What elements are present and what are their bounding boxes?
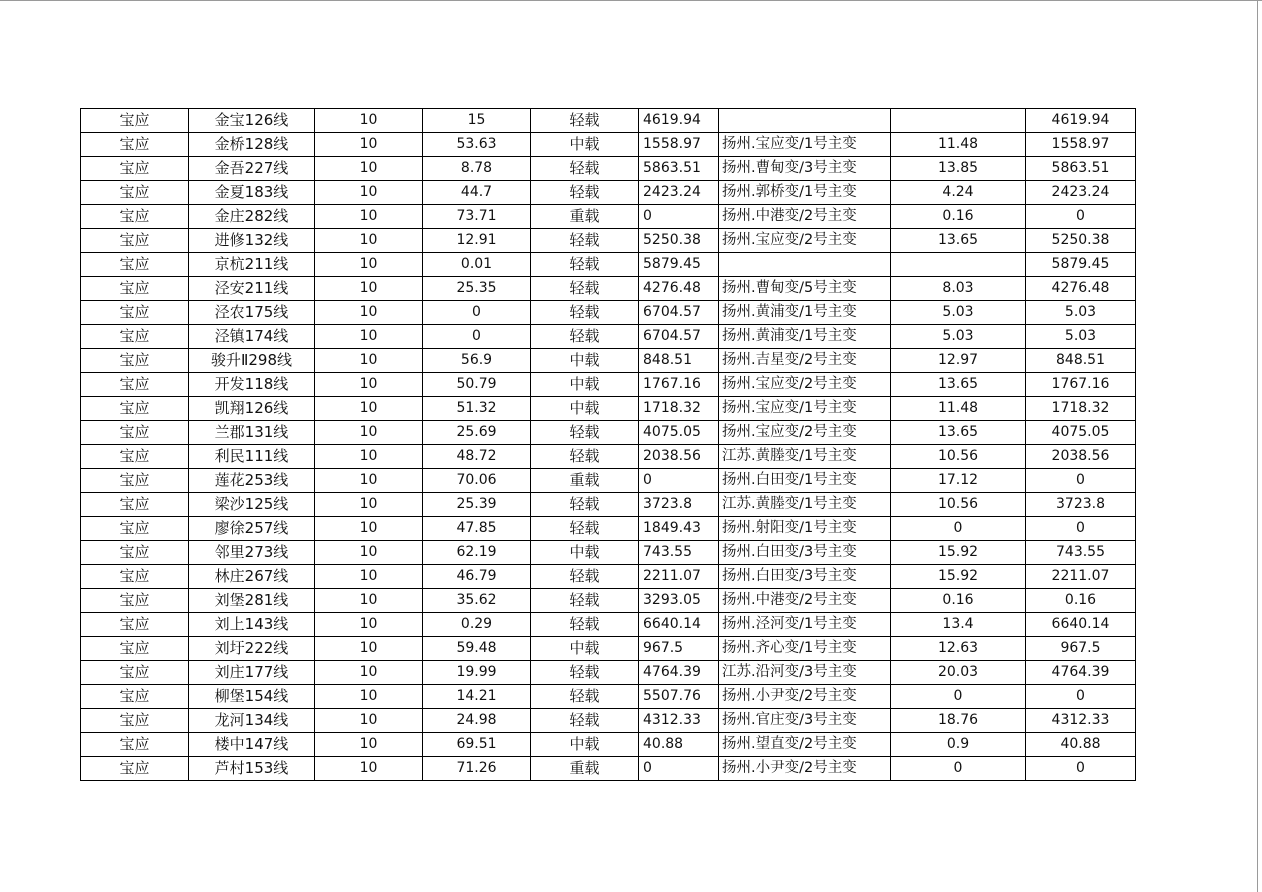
available-capacity-cell: 1718.32 [1026, 397, 1136, 421]
feeder-capacity-table [80, 108, 1136, 781]
upstream-transformer-cell: 扬州.宝应变/2号主变 [719, 421, 891, 445]
line-name-cell: 兰郡131线 [189, 421, 315, 445]
load-status-cell: 轻载 [531, 445, 639, 469]
transformer-rate-cell: 12.63 [891, 637, 1026, 661]
load-status-cell: 中载 [531, 397, 639, 421]
upstream-transformer-cell [719, 109, 891, 133]
voltage-cell: 10 [315, 205, 423, 229]
transformer-rate-cell: 0.16 [891, 589, 1026, 613]
transformer-rate-cell: 0.16 [891, 205, 1026, 229]
voltage-cell: 10 [315, 421, 423, 445]
transformer-rate-cell: 11.48 [891, 397, 1026, 421]
table-row [81, 349, 1136, 373]
area-cell: 宝应 [81, 685, 189, 709]
load-status-cell: 轻载 [531, 493, 639, 517]
voltage-cell: 10 [315, 517, 423, 541]
available-capacity-cell: 2211.07 [1026, 565, 1136, 589]
available-capacity-cell: 4276.48 [1026, 277, 1136, 301]
load-rate-cell: 25.69 [423, 421, 531, 445]
load-rate-cell: 12.91 [423, 229, 531, 253]
open-capacity-cell: 2038.56 [639, 445, 719, 469]
table-row [81, 613, 1136, 637]
line-name-cell: 金宝126线 [189, 109, 315, 133]
voltage-cell: 10 [315, 709, 423, 733]
open-capacity-cell: 6704.57 [639, 325, 719, 349]
open-capacity-cell: 4075.05 [639, 421, 719, 445]
upstream-transformer-cell: 扬州.宝应变/2号主变 [719, 373, 891, 397]
voltage-cell: 10 [315, 565, 423, 589]
load-rate-cell: 59.48 [423, 637, 531, 661]
upstream-transformer-cell: 扬州.黄浦变/1号主变 [719, 325, 891, 349]
table-row [81, 157, 1136, 181]
voltage-cell: 10 [315, 589, 423, 613]
area-cell: 宝应 [81, 157, 189, 181]
available-capacity-cell: 40.88 [1026, 733, 1136, 757]
load-rate-cell: 47.85 [423, 517, 531, 541]
upstream-transformer-cell: 扬州.郭桥变/1号主变 [719, 181, 891, 205]
load-rate-cell: 25.35 [423, 277, 531, 301]
voltage-cell: 10 [315, 109, 423, 133]
available-capacity-cell: 0 [1026, 205, 1136, 229]
voltage-cell: 10 [315, 373, 423, 397]
line-name-cell: 凯翔126线 [189, 397, 315, 421]
voltage-cell: 10 [315, 445, 423, 469]
available-capacity-cell: 3723.8 [1026, 493, 1136, 517]
load-rate-cell: 0.29 [423, 613, 531, 637]
area-cell: 宝应 [81, 229, 189, 253]
open-capacity-cell: 40.88 [639, 733, 719, 757]
line-name-cell: 金夏183线 [189, 181, 315, 205]
load-status-cell: 轻载 [531, 253, 639, 277]
load-rate-cell: 69.51 [423, 733, 531, 757]
line-name-cell: 泾镇174线 [189, 325, 315, 349]
upstream-transformer-cell: 扬州.宝应变/1号主变 [719, 133, 891, 157]
load-status-cell: 轻载 [531, 421, 639, 445]
open-capacity-cell: 1718.32 [639, 397, 719, 421]
load-status-cell: 重载 [531, 757, 639, 781]
load-status-cell: 轻载 [531, 685, 639, 709]
available-capacity-cell: 4619.94 [1026, 109, 1136, 133]
line-name-cell: 芦村153线 [189, 757, 315, 781]
load-status-cell: 中载 [531, 133, 639, 157]
area-cell: 宝应 [81, 421, 189, 445]
upstream-transformer-cell: 扬州.泾河变/1号主变 [719, 613, 891, 637]
area-cell: 宝应 [81, 181, 189, 205]
available-capacity-cell: 0.16 [1026, 589, 1136, 613]
line-name-cell: 廖徐257线 [189, 517, 315, 541]
available-capacity-cell: 1558.97 [1026, 133, 1136, 157]
transformer-rate-cell: 17.12 [891, 469, 1026, 493]
transformer-rate-cell: 5.03 [891, 325, 1026, 349]
available-capacity-cell: 5863.51 [1026, 157, 1136, 181]
table-row [81, 445, 1136, 469]
load-rate-cell: 71.26 [423, 757, 531, 781]
available-capacity-cell: 4312.33 [1026, 709, 1136, 733]
voltage-cell: 10 [315, 661, 423, 685]
table-row [81, 325, 1136, 349]
line-name-cell: 刘圩222线 [189, 637, 315, 661]
area-cell: 宝应 [81, 325, 189, 349]
table-row [81, 373, 1136, 397]
load-rate-cell: 48.72 [423, 445, 531, 469]
line-name-cell: 莲花253线 [189, 469, 315, 493]
area-cell: 宝应 [81, 373, 189, 397]
table-row [81, 277, 1136, 301]
area-cell: 宝应 [81, 541, 189, 565]
table-row [81, 181, 1136, 205]
table-row [81, 469, 1136, 493]
transformer-rate-cell: 0 [891, 685, 1026, 709]
load-status-cell: 轻载 [531, 661, 639, 685]
line-name-cell: 进修132线 [189, 229, 315, 253]
table-body [81, 109, 1136, 781]
open-capacity-cell: 4276.48 [639, 277, 719, 301]
voltage-cell: 10 [315, 469, 423, 493]
transformer-rate-cell: 13.65 [891, 229, 1026, 253]
transformer-rate-cell: 13.4 [891, 613, 1026, 637]
transformer-rate-cell: 20.03 [891, 661, 1026, 685]
load-rate-cell: 15 [423, 109, 531, 133]
open-capacity-cell: 6704.57 [639, 301, 719, 325]
load-rate-cell: 73.71 [423, 205, 531, 229]
page-top-border [0, 0, 1262, 1]
upstream-transformer-cell: 扬州.白田变/1号主变 [719, 469, 891, 493]
open-capacity-cell: 4312.33 [639, 709, 719, 733]
upstream-transformer-cell: 扬州.宝应变/1号主变 [719, 397, 891, 421]
available-capacity-cell: 2423.24 [1026, 181, 1136, 205]
table-row [81, 397, 1136, 421]
load-status-cell: 轻载 [531, 181, 639, 205]
line-name-cell: 骏升Ⅱ298线 [189, 349, 315, 373]
open-capacity-cell: 3293.05 [639, 589, 719, 613]
area-cell: 宝应 [81, 589, 189, 613]
line-name-cell: 龙河134线 [189, 709, 315, 733]
load-status-cell: 轻载 [531, 517, 639, 541]
load-rate-cell: 35.62 [423, 589, 531, 613]
open-capacity-cell: 1849.43 [639, 517, 719, 541]
transformer-rate-cell: 11.48 [891, 133, 1026, 157]
open-capacity-cell: 1767.16 [639, 373, 719, 397]
load-status-cell: 中载 [531, 373, 639, 397]
table-row [81, 757, 1136, 781]
load-status-cell: 轻载 [531, 301, 639, 325]
load-rate-cell: 0.01 [423, 253, 531, 277]
open-capacity-cell: 2423.24 [639, 181, 719, 205]
available-capacity-cell: 5.03 [1026, 325, 1136, 349]
area-cell: 宝应 [81, 469, 189, 493]
table-row [81, 709, 1136, 733]
area-cell: 宝应 [81, 757, 189, 781]
transformer-rate-cell: 0.9 [891, 733, 1026, 757]
transformer-rate-cell: 13.65 [891, 421, 1026, 445]
voltage-cell: 10 [315, 157, 423, 181]
load-rate-cell: 14.21 [423, 685, 531, 709]
voltage-cell: 10 [315, 325, 423, 349]
upstream-transformer-cell: 扬州.白田变/3号主变 [719, 565, 891, 589]
line-name-cell: 金桥128线 [189, 133, 315, 157]
line-name-cell: 楼中147线 [189, 733, 315, 757]
upstream-transformer-cell: 扬州.齐心变/1号主变 [719, 637, 891, 661]
line-name-cell: 开发118线 [189, 373, 315, 397]
available-capacity-cell: 1767.16 [1026, 373, 1136, 397]
voltage-cell: 10 [315, 349, 423, 373]
load-rate-cell: 62.19 [423, 541, 531, 565]
available-capacity-cell: 0 [1026, 469, 1136, 493]
available-capacity-cell: 4075.05 [1026, 421, 1136, 445]
upstream-transformer-cell: 江苏.黄塍变/1号主变 [719, 445, 891, 469]
available-capacity-cell: 743.55 [1026, 541, 1136, 565]
voltage-cell: 10 [315, 613, 423, 637]
upstream-transformer-cell: 扬州.望直变/2号主变 [719, 733, 891, 757]
table-row [81, 637, 1136, 661]
area-cell: 宝应 [81, 445, 189, 469]
voltage-cell: 10 [315, 493, 423, 517]
table-row [81, 733, 1136, 757]
load-rate-cell: 19.99 [423, 661, 531, 685]
upstream-transformer-cell: 江苏.黄塍变/1号主变 [719, 493, 891, 517]
voltage-cell: 10 [315, 757, 423, 781]
table-row [81, 589, 1136, 613]
load-status-cell: 轻载 [531, 709, 639, 733]
load-status-cell: 重载 [531, 469, 639, 493]
area-cell: 宝应 [81, 565, 189, 589]
upstream-transformer-cell: 扬州.曹甸变/3号主变 [719, 157, 891, 181]
transformer-rate-cell: 13.85 [891, 157, 1026, 181]
upstream-transformer-cell: 扬州.宝应变/2号主变 [719, 229, 891, 253]
load-status-cell: 轻载 [531, 613, 639, 637]
upstream-transformer-cell: 扬州.吉星变/2号主变 [719, 349, 891, 373]
table-row [81, 421, 1136, 445]
area-cell: 宝应 [81, 613, 189, 637]
line-name-cell: 泾农175线 [189, 301, 315, 325]
line-name-cell: 利民111线 [189, 445, 315, 469]
area-cell: 宝应 [81, 277, 189, 301]
available-capacity-cell: 6640.14 [1026, 613, 1136, 637]
area-cell: 宝应 [81, 349, 189, 373]
load-status-cell: 轻载 [531, 325, 639, 349]
line-name-cell: 柳堡154线 [189, 685, 315, 709]
area-cell: 宝应 [81, 709, 189, 733]
transformer-rate-cell [891, 253, 1026, 277]
table-row [81, 493, 1136, 517]
table-row [81, 253, 1136, 277]
open-capacity-cell: 0 [639, 469, 719, 493]
table-row [81, 229, 1136, 253]
line-name-cell: 邻里273线 [189, 541, 315, 565]
available-capacity-cell: 4764.39 [1026, 661, 1136, 685]
open-capacity-cell: 2211.07 [639, 565, 719, 589]
voltage-cell: 10 [315, 733, 423, 757]
line-name-cell: 刘庄177线 [189, 661, 315, 685]
line-name-cell: 林庄267线 [189, 565, 315, 589]
load-rate-cell: 53.63 [423, 133, 531, 157]
available-capacity-cell: 848.51 [1026, 349, 1136, 373]
available-capacity-cell: 5879.45 [1026, 253, 1136, 277]
available-capacity-cell: 0 [1026, 757, 1136, 781]
load-rate-cell: 56.9 [423, 349, 531, 373]
open-capacity-cell: 5250.38 [639, 229, 719, 253]
load-rate-cell: 70.06 [423, 469, 531, 493]
transformer-rate-cell: 12.97 [891, 349, 1026, 373]
table-row [81, 205, 1136, 229]
transformer-rate-cell: 10.56 [891, 493, 1026, 517]
transformer-rate-cell: 0 [891, 757, 1026, 781]
open-capacity-cell: 0 [639, 205, 719, 229]
load-status-cell: 轻载 [531, 157, 639, 181]
load-status-cell: 轻载 [531, 109, 639, 133]
upstream-transformer-cell: 扬州.官庄变/3号主变 [719, 709, 891, 733]
voltage-cell: 10 [315, 181, 423, 205]
upstream-transformer-cell: 扬州.射阳变/1号主变 [719, 517, 891, 541]
upstream-transformer-cell: 扬州.小尹变/2号主变 [719, 757, 891, 781]
area-cell: 宝应 [81, 109, 189, 133]
load-rate-cell: 51.32 [423, 397, 531, 421]
voltage-cell: 10 [315, 253, 423, 277]
load-rate-cell: 25.39 [423, 493, 531, 517]
area-cell: 宝应 [81, 517, 189, 541]
open-capacity-cell: 4764.39 [639, 661, 719, 685]
transformer-rate-cell: 5.03 [891, 301, 1026, 325]
table-row [81, 565, 1136, 589]
line-name-cell: 金吾227线 [189, 157, 315, 181]
area-cell: 宝应 [81, 253, 189, 277]
load-status-cell: 轻载 [531, 565, 639, 589]
available-capacity-cell: 0 [1026, 685, 1136, 709]
open-capacity-cell: 848.51 [639, 349, 719, 373]
load-rate-cell: 8.78 [423, 157, 531, 181]
area-cell: 宝应 [81, 133, 189, 157]
load-status-cell: 轻载 [531, 277, 639, 301]
transformer-rate-cell [891, 109, 1026, 133]
upstream-transformer-cell: 扬州.白田变/3号主变 [719, 541, 891, 565]
voltage-cell: 10 [315, 541, 423, 565]
table-row [81, 661, 1136, 685]
table-row [81, 517, 1136, 541]
line-name-cell: 泾安211线 [189, 277, 315, 301]
table-row [81, 541, 1136, 565]
upstream-transformer-cell [719, 253, 891, 277]
table-row [81, 301, 1136, 325]
voltage-cell: 10 [315, 397, 423, 421]
area-cell: 宝应 [81, 205, 189, 229]
transformer-rate-cell: 15.92 [891, 565, 1026, 589]
load-rate-cell: 24.98 [423, 709, 531, 733]
load-rate-cell: 50.79 [423, 373, 531, 397]
transformer-rate-cell: 8.03 [891, 277, 1026, 301]
upstream-transformer-cell: 扬州.曹甸变/5号主变 [719, 277, 891, 301]
upstream-transformer-cell: 扬州.中港变/2号主变 [719, 205, 891, 229]
open-capacity-cell: 0 [639, 757, 719, 781]
load-rate-cell: 44.7 [423, 181, 531, 205]
open-capacity-cell: 1558.97 [639, 133, 719, 157]
line-name-cell: 京杭211线 [189, 253, 315, 277]
area-cell: 宝应 [81, 661, 189, 685]
transformer-rate-cell: 18.76 [891, 709, 1026, 733]
table-row [81, 109, 1136, 133]
open-capacity-cell: 3723.8 [639, 493, 719, 517]
load-status-cell: 轻载 [531, 229, 639, 253]
voltage-cell: 10 [315, 229, 423, 253]
load-rate-cell: 0 [423, 301, 531, 325]
transformer-rate-cell: 13.65 [891, 373, 1026, 397]
load-status-cell: 重载 [531, 205, 639, 229]
load-status-cell: 中载 [531, 349, 639, 373]
available-capacity-cell: 0 [1026, 517, 1136, 541]
area-cell: 宝应 [81, 493, 189, 517]
table-row [81, 685, 1136, 709]
voltage-cell: 10 [315, 301, 423, 325]
page-right-border [1257, 0, 1258, 892]
area-cell: 宝应 [81, 301, 189, 325]
open-capacity-cell: 6640.14 [639, 613, 719, 637]
open-capacity-cell: 5507.76 [639, 685, 719, 709]
line-name-cell: 梁沙125线 [189, 493, 315, 517]
open-capacity-cell: 967.5 [639, 637, 719, 661]
transformer-rate-cell: 4.24 [891, 181, 1026, 205]
load-status-cell: 中载 [531, 733, 639, 757]
open-capacity-cell: 5879.45 [639, 253, 719, 277]
voltage-cell: 10 [315, 637, 423, 661]
load-rate-cell: 46.79 [423, 565, 531, 589]
voltage-cell: 10 [315, 685, 423, 709]
open-capacity-cell: 5863.51 [639, 157, 719, 181]
available-capacity-cell: 967.5 [1026, 637, 1136, 661]
open-capacity-cell: 743.55 [639, 541, 719, 565]
area-cell: 宝应 [81, 637, 189, 661]
transformer-rate-cell: 15.92 [891, 541, 1026, 565]
upstream-transformer-cell: 江苏.沿河变/3号主变 [719, 661, 891, 685]
area-cell: 宝应 [81, 733, 189, 757]
load-rate-cell: 0 [423, 325, 531, 349]
available-capacity-cell: 5250.38 [1026, 229, 1136, 253]
voltage-cell: 10 [315, 133, 423, 157]
load-status-cell: 中载 [531, 637, 639, 661]
line-name-cell: 刘堡281线 [189, 589, 315, 613]
load-status-cell: 中载 [531, 541, 639, 565]
available-capacity-cell: 5.03 [1026, 301, 1136, 325]
voltage-cell: 10 [315, 277, 423, 301]
upstream-transformer-cell: 扬州.小尹变/2号主变 [719, 685, 891, 709]
transformer-rate-cell: 0 [891, 517, 1026, 541]
upstream-transformer-cell: 扬州.中港变/2号主变 [719, 589, 891, 613]
line-name-cell: 刘上143线 [189, 613, 315, 637]
open-capacity-cell: 4619.94 [639, 109, 719, 133]
load-status-cell: 轻载 [531, 589, 639, 613]
upstream-transformer-cell: 扬州.黄浦变/1号主变 [719, 301, 891, 325]
area-cell: 宝应 [81, 397, 189, 421]
line-name-cell: 金庄282线 [189, 205, 315, 229]
available-capacity-cell: 2038.56 [1026, 445, 1136, 469]
transformer-rate-cell: 10.56 [891, 445, 1026, 469]
table-row [81, 133, 1136, 157]
